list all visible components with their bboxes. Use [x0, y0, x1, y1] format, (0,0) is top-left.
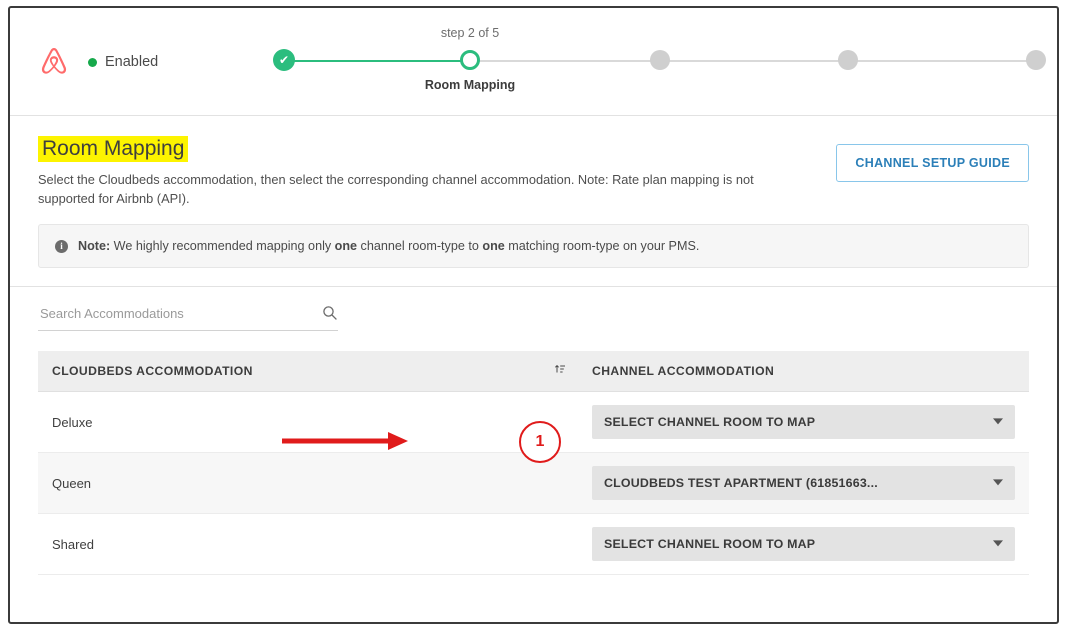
note-text-3: matching room-type on your PMS. — [504, 239, 700, 254]
cell-cloudbeds-accommodation: Queen — [38, 453, 578, 514]
table-row — [38, 392, 1029, 453]
stepper-step-2[interactable] — [460, 50, 480, 70]
table-header-row — [38, 351, 1029, 392]
chevron-down-icon — [993, 419, 1003, 425]
sort-ascending-icon[interactable] — [554, 363, 566, 378]
channel-room-select-value: SELECT CHANNEL ROOM TO MAP — [604, 537, 816, 552]
channel-setup-guide-button[interactable]: CHANNEL SETUP GUIDE — [836, 144, 1029, 182]
table-header — [38, 351, 1029, 392]
stepper-line-remaining — [462, 60, 1038, 62]
cell-cloudbeds-accommodation: Deluxe — [38, 392, 578, 453]
status-label: Enabled — [105, 54, 159, 70]
progress-stepper — [268, 26, 1048, 102]
search-icon[interactable] — [322, 305, 338, 321]
note-emphasis-1: one — [334, 239, 358, 254]
channel-room-select[interactable] — [592, 405, 1015, 439]
info-icon: i — [55, 240, 68, 253]
mapping-section — [10, 287, 1057, 575]
channel-room-select[interactable] — [592, 466, 1015, 500]
channel-room-select-value: SELECT CHANNEL ROOM TO MAP — [604, 415, 816, 430]
status-dot-icon — [88, 58, 97, 67]
channel-room-select-value: CLOUDBEDS TEST APARTMENT (61851663... — [604, 476, 878, 491]
page-title: Room Mapping — [38, 136, 188, 162]
column-header-channel-accommodation: CHANNEL ACCOMMODATION — [578, 351, 1029, 392]
note-text-1: We highly recommended mapping only — [110, 239, 335, 254]
search-row — [38, 305, 338, 331]
note-emphasis-2: one — [482, 239, 505, 254]
cell-channel-accommodation — [578, 453, 1029, 514]
table-row — [38, 514, 1029, 575]
channel-status — [88, 54, 158, 70]
check-icon: ✔ — [278, 53, 290, 67]
annotation-step-badge: 1 — [519, 421, 561, 463]
note-banner — [38, 224, 1029, 268]
note-text — [78, 239, 699, 253]
column-header-label-left: CLOUDBEDS ACCOMMODATION — [52, 364, 253, 379]
app-window — [8, 6, 1059, 624]
channel-brand — [34, 42, 158, 82]
cell-channel-accommodation — [578, 392, 1029, 453]
column-header-cloudbeds-accommodation — [38, 351, 578, 392]
page-description: Select the Cloudbeds accommodation, then select the corresponding channel accommodation. Note: Rate plan mapping is not supported for Airbnb (API). — [38, 172, 754, 207]
stepper-step-1[interactable] — [273, 49, 295, 71]
intro-section — [10, 116, 1057, 287]
airbnb-logo-icon — [34, 42, 74, 82]
chevron-down-icon — [993, 541, 1003, 547]
room-mapping-table — [38, 351, 1029, 575]
chevron-down-icon — [993, 480, 1003, 486]
stepper-caption: step 2 of 5 — [440, 26, 500, 40]
note-prefix: Note: — [78, 239, 111, 254]
cell-cloudbeds-accommodation: Shared — [38, 514, 578, 575]
table-row — [38, 453, 1029, 514]
stepper-step-4[interactable] — [838, 50, 858, 70]
header-bar — [10, 8, 1057, 116]
stepper-step-3[interactable] — [650, 50, 670, 70]
note-text-2: channel room-type to — [357, 239, 483, 254]
stepper-current-label: Room Mapping — [424, 78, 516, 92]
cell-channel-accommodation — [578, 514, 1029, 575]
table-body — [38, 392, 1029, 575]
search-input[interactable] — [38, 305, 297, 322]
channel-room-select[interactable] — [592, 527, 1015, 561]
stepper-step-5[interactable] — [1026, 50, 1046, 70]
stepper-line-done — [284, 60, 462, 62]
